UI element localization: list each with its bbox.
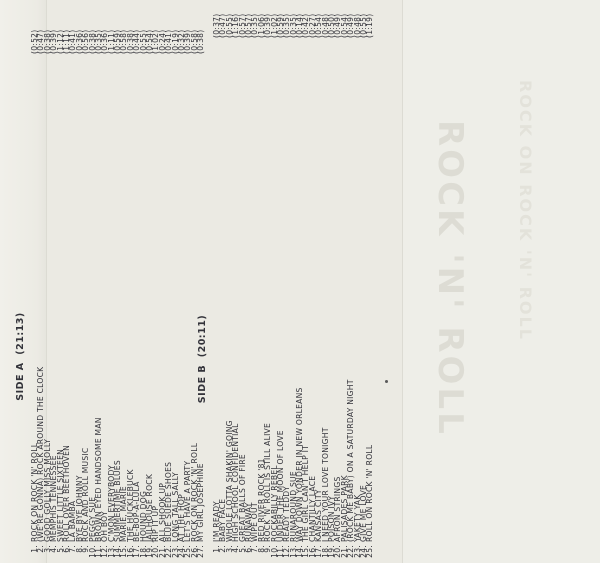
track-duration: (0:55) xyxy=(358,13,368,38)
track-duration: (0:41) xyxy=(68,29,78,54)
track-title: I'M READY xyxy=(212,501,221,542)
track-duration: (0:58) xyxy=(119,29,129,54)
track-duration: (0:55) xyxy=(138,29,148,54)
track-title: AT THE HOP xyxy=(176,494,186,542)
track-number: 2. xyxy=(218,545,228,553)
track-number: 17. xyxy=(132,545,142,558)
side-a-section xyxy=(10,0,205,563)
track-title: (ROCK ME BABY) ON A SATURDAY NIGHT xyxy=(346,379,356,542)
track-duration: (0:47) xyxy=(218,13,228,38)
track-title: BYE BYE JOHNNY xyxy=(74,475,84,542)
track-duration: (1:19) xyxy=(365,13,375,38)
track-number: 23. xyxy=(352,545,362,558)
track-number: 22. xyxy=(164,545,174,558)
track-duration: (0:52) xyxy=(30,29,39,54)
track-number: 10. xyxy=(87,545,97,558)
track-number: 23. xyxy=(170,545,180,558)
side-a-label: SIDE A xyxy=(15,362,26,401)
track-title: UNDER THE MOON OF LOVE xyxy=(275,430,285,542)
track-number: 7. xyxy=(68,545,78,553)
track-duration: (0:19) xyxy=(170,29,180,54)
track-duration: (0:49) xyxy=(333,13,343,38)
track-number: 19. xyxy=(327,545,337,558)
track-number: 15. xyxy=(119,545,129,558)
fold-line xyxy=(402,0,403,563)
track-duration: (1:11) xyxy=(106,29,116,54)
track-number: 22. xyxy=(346,545,356,558)
track-duration: (0:44) xyxy=(132,29,142,54)
track-title: WHOLE LOTTA SHAKIN' GOING xyxy=(224,420,234,542)
side-b-section xyxy=(189,0,375,563)
track-number: 8. xyxy=(256,545,266,553)
side-b-tracklist xyxy=(214,0,374,563)
track-duration: (0:32) xyxy=(176,29,186,54)
track-duration: (0:57) xyxy=(237,13,247,38)
track-number: 13. xyxy=(106,545,116,558)
spine-faded-title: ROCK 'N' ROLL xyxy=(430,120,470,437)
track-title: WIPE OUT xyxy=(250,502,260,542)
track-title: GREAT BALLS OF FIRE xyxy=(237,454,247,542)
track-number: 9. xyxy=(81,545,91,553)
track-title: ROCK ON ROCK 'N' ROLL xyxy=(30,442,39,542)
track-title: SUMMERTIME BLUES xyxy=(113,460,123,542)
track-duration: (1:12) xyxy=(55,29,65,54)
track-duration: (0:38) xyxy=(87,29,97,54)
track-title: OH BOY xyxy=(100,511,110,542)
track-number: 5. xyxy=(55,545,65,553)
track-number: 15. xyxy=(301,545,311,558)
track-title: ROCK 'N' ROLL IS STILL ALIVE xyxy=(263,422,273,542)
side-a-heading xyxy=(10,0,32,563)
track-title: BABY FACE xyxy=(218,498,228,542)
track-number: 16. xyxy=(125,545,135,558)
track-duration: (0:27) xyxy=(307,13,317,38)
track-duration: (0:55) xyxy=(224,13,234,38)
track-duration: (1:02) xyxy=(151,29,161,54)
track-duration: (0:42) xyxy=(301,13,311,38)
track-title: ROCK AND ROLL MUSIC xyxy=(81,447,91,542)
track-number: 25. xyxy=(183,545,193,558)
track-duration: (0:35) xyxy=(282,13,292,38)
track-number: 10. xyxy=(269,545,279,558)
track-number: 26. xyxy=(189,545,199,558)
track-duration: (0:47) xyxy=(36,29,46,54)
track-title: READY TEDDY xyxy=(282,486,292,542)
track-title: LA BAMBA xyxy=(68,500,78,542)
track-number: 20. xyxy=(151,545,161,558)
spine-faded-subtitle: ROCK ON ROCK 'N' ROLL xyxy=(516,80,535,341)
track-number: 9. xyxy=(263,545,273,553)
track-title: (WE'RE GONNA) ROCK AROUND THE CLOCK xyxy=(36,366,46,542)
track-title: PALISADES PARK xyxy=(339,475,349,542)
track-number: 24. xyxy=(176,545,186,558)
track-title: GOOD GOLLY MISS MOLLY xyxy=(42,438,52,542)
track-number: 14. xyxy=(295,545,305,558)
track-title: HIGH SCHOOL CONFIDENTIAL xyxy=(231,423,241,542)
track-title: ROCK ON ROCK 'N' ROLL xyxy=(189,442,199,542)
track-title: MARIE, MARIE xyxy=(119,486,129,542)
track-duration: (0:37) xyxy=(212,13,221,38)
track-duration: (0:38) xyxy=(196,29,206,54)
track-duration: (0:54) xyxy=(145,29,155,54)
track-number: 7. xyxy=(250,545,260,553)
track-duration: (0:39) xyxy=(263,13,273,38)
track-duration: (0:58) xyxy=(189,29,199,54)
track-title: AFRON STRINGS xyxy=(333,476,343,542)
track-title: BE-BOP-A-LULA xyxy=(132,481,142,542)
track-duration: (0:35) xyxy=(250,13,260,38)
track-title: ROLL ON ROCK 'N' ROLL xyxy=(365,444,375,542)
track-title: C'MON EVERYBODY xyxy=(106,464,116,542)
track-duration: (0:41) xyxy=(164,29,174,54)
track-number: 11. xyxy=(275,545,285,558)
track-title: LONG TALL SALLY xyxy=(170,471,180,542)
track-duration: (0:35) xyxy=(288,13,298,38)
track-number: 16. xyxy=(307,545,317,558)
track-number: 17. xyxy=(314,545,324,558)
track-title: RUNAROUND SUE xyxy=(288,471,298,542)
track-duration: (0:56) xyxy=(81,29,91,54)
track-number: 3. xyxy=(224,545,234,553)
track-title: POISON IVY xyxy=(327,495,337,542)
track-duration: (0:39) xyxy=(49,29,59,54)
track-duration: (0:59) xyxy=(275,13,285,38)
track-title: RED RIVER ROCK '81 xyxy=(256,458,266,542)
track-title: I NEED YOUR LOVE TONIGHT xyxy=(320,427,330,542)
track-number: 21. xyxy=(157,545,167,558)
track-duration: (0:36) xyxy=(100,29,110,54)
track-title: WAY DOWN YONDER IN NEW ORLEANS xyxy=(295,387,305,542)
track-number: 3. xyxy=(42,545,52,553)
track-number: 1. xyxy=(212,545,221,553)
track-title: JAILHOUSE ROCK xyxy=(145,473,155,542)
track-number: 8. xyxy=(74,545,84,553)
track-duration: (0:36) xyxy=(74,29,84,54)
track-duration: (0:48) xyxy=(320,13,330,38)
track-number: 2. xyxy=(36,545,46,553)
track-number: 20. xyxy=(333,545,343,558)
track-title: BLUE SUEDE SHOES xyxy=(164,461,174,542)
track-row xyxy=(367,0,373,563)
track-duration: (0:39) xyxy=(183,29,193,54)
track-title: ROCKABILLY REBEL xyxy=(269,465,279,542)
track-title: KANSAS CITY xyxy=(314,489,324,542)
track-number: 12. xyxy=(282,545,292,558)
track-number: 18. xyxy=(320,545,330,558)
track-duration: (0:50) xyxy=(327,13,337,38)
track-duration: (0:59) xyxy=(113,29,123,54)
track-number: 27. xyxy=(196,545,206,558)
side-a-runtime: (21:13) xyxy=(15,312,26,355)
track-duration: (0:54) xyxy=(314,13,324,38)
track-number: 4. xyxy=(49,545,59,553)
track-title: CHANTILLY LACE xyxy=(307,475,317,542)
track-duration: (0:54) xyxy=(339,13,349,38)
track-title: LET'S HAVE A PARTY xyxy=(183,460,193,542)
track-duration: (1:11) xyxy=(61,29,71,54)
track-number: 19. xyxy=(145,545,155,558)
track-title: ALL SHOOK UP xyxy=(157,482,167,542)
side-b-label: SIDE B xyxy=(197,364,208,404)
track-title: RIP IT UP xyxy=(151,505,161,542)
side-a-tracklist xyxy=(32,0,205,563)
track-number: 4. xyxy=(231,545,241,553)
track-title: PEGGY SUE xyxy=(87,496,97,542)
track-duration: (0:49) xyxy=(346,13,356,38)
track-duration: (0:38) xyxy=(42,29,52,54)
track-title: ROLL OVER BEETHOVEN xyxy=(61,444,71,542)
track-number: 5. xyxy=(237,545,247,553)
track-duration: (0:24) xyxy=(157,29,167,54)
track-title: HOUND DOG xyxy=(138,490,148,542)
track-number: 14. xyxy=(113,545,123,558)
track-number: 12. xyxy=(100,545,110,558)
track-title: BROWN EYED HANDSOME MAN xyxy=(93,417,103,542)
track-duration: (1:06) xyxy=(256,13,266,38)
track-title: THE GIRL CAN'T HELP IT xyxy=(301,444,311,542)
track-duration: (0:57) xyxy=(243,13,253,38)
track-duration: (1:02) xyxy=(269,13,279,38)
side-b-runtime: (20:11) xyxy=(197,314,208,358)
track-number: 25. xyxy=(365,545,375,558)
track-title: GIVE ME LOVE xyxy=(358,484,368,542)
track-title: SWEET LITTLE SIXTEEN xyxy=(55,448,65,542)
track-number: 11. xyxy=(93,545,103,558)
track-number: 21. xyxy=(339,545,349,558)
track-number: 6. xyxy=(61,545,71,553)
track-number: 6. xyxy=(243,545,253,553)
track-number: 24. xyxy=(358,545,368,558)
side-b-heading xyxy=(189,0,214,563)
track-title: THE HUCKLEBUCK xyxy=(125,469,135,542)
track-title: MEMPHIS TENNESSEE xyxy=(49,455,59,542)
track-duration: (0:48) xyxy=(352,13,362,38)
track-title: YAKETY YAK xyxy=(352,494,362,542)
track-title: MY GIRL JOSEPHINE xyxy=(196,463,206,542)
track-number: 1. xyxy=(30,545,39,553)
track-duration: (1:16) xyxy=(231,13,241,38)
track-title: RUNAWAY xyxy=(243,502,253,542)
track-duration: (0:14) xyxy=(295,13,305,38)
track-duration: (0:35) xyxy=(93,29,103,54)
track-number: 18. xyxy=(138,545,148,558)
track-duration: (0:38) xyxy=(125,29,135,54)
track-number: 13. xyxy=(288,545,298,558)
